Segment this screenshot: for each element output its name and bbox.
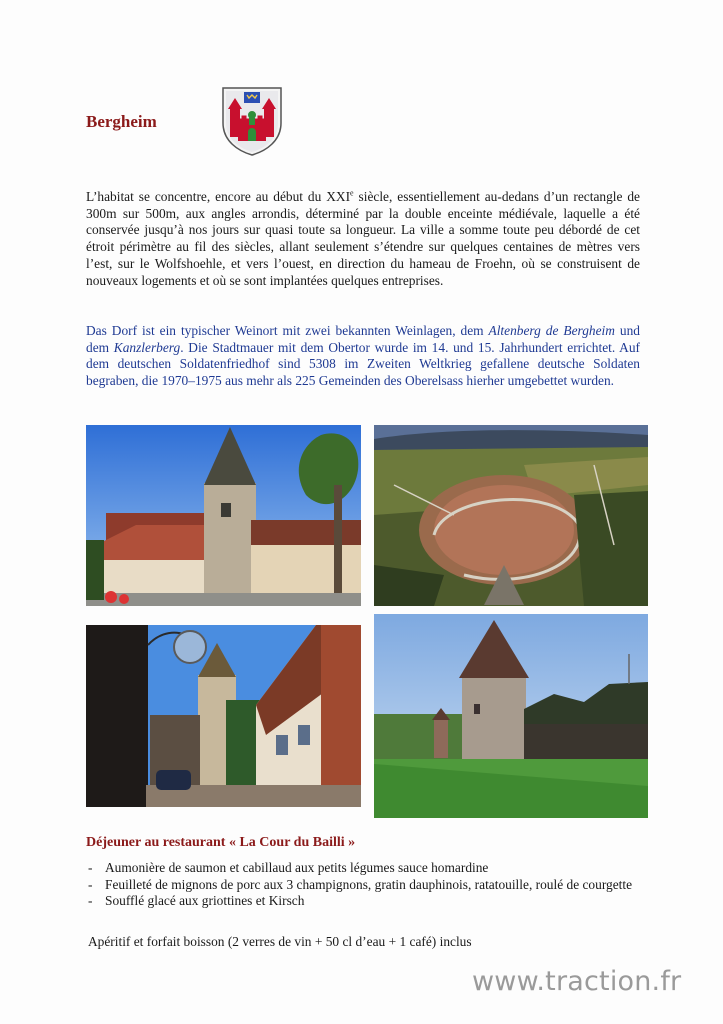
paragraph-german-text-2: und dem <box>86 323 640 355</box>
photo-round-tower <box>374 614 648 818</box>
photo-street-gate <box>86 625 361 807</box>
paragraph-french <box>86 189 640 289</box>
photo-aerial-village <box>374 425 648 606</box>
menu-item-dessert: - Soufflé glacé aux griottines et Kirsch <box>86 893 678 910</box>
lunch-menu-list <box>86 860 678 910</box>
paragraph-german <box>86 323 640 390</box>
drinks-included-note: Apéritif et forfait boisson (2 verres de vin + 50 cl d’eau + 1 café) inclus <box>88 934 472 949</box>
wine-site-kanzlerberg: Kanzlerberg <box>113 339 181 355</box>
paragraph-french-text-2: siècle, essentiellement au-dedans d’un rectangle de 300m sur 500m, aux angles arrondis, déterminé par la double enceinte médiévale, laquelle a été conservée jusqu’à nos jours sur quasi toute sa longueur. La ville a somme toute peu débordé de cet étroit périmètre au fil des siècles, allant seulement s’étendre sur quelques centaines de mètres vers l’est, sur le Wolfshoehle, et vers l’ouest, en direction du hameau de Froehn, où se construisent de nouveaux logements et où se sont implantées quelques entreprises. <box>86 189 640 288</box>
menu-item-starter: - Aumonière de saumon et cabillaud aux petits légumes sauce homardine <box>86 860 678 877</box>
lunch-title: Déjeuner au restaurant « La Cour du Bailli » <box>86 835 356 850</box>
coat-of-arms-icon <box>220 85 284 157</box>
paragraph-german-text-3: . Die Stadtmauer mit dem Obertor wurde im 14. und 15. Jahrhundert errichtet. Auf dem deutschen Soldatenfriedhof sind 5308 im Zweiten Weltkrieg gefallene deutsche Soldaten begraben, die 1970–1975 aus mehr als 225 Gemeinden des Oberelsass hierher umgebettet wurden. <box>86 339 641 389</box>
menu-item-main: - Feuilleté de mignons de porc aux 3 champignons, gratin dauphinois, ratatouille, roulé de courgette <box>86 877 678 894</box>
watermark: www.traction.fr <box>472 966 682 997</box>
paragraph-german-text-1: Das Dorf ist ein typischer Weinort mit zwei bekannten Weinlagen, dem <box>86 323 489 338</box>
paragraph-french-text-1: L’habitat se concentre, encore au début du XXI <box>86 189 351 204</box>
superscript-e: e <box>350 188 354 198</box>
photo-obertor-square <box>86 425 361 606</box>
page-title: Bergheim <box>86 112 157 131</box>
wine-site-altenberg: Altenberg de Bergheim <box>488 323 615 338</box>
